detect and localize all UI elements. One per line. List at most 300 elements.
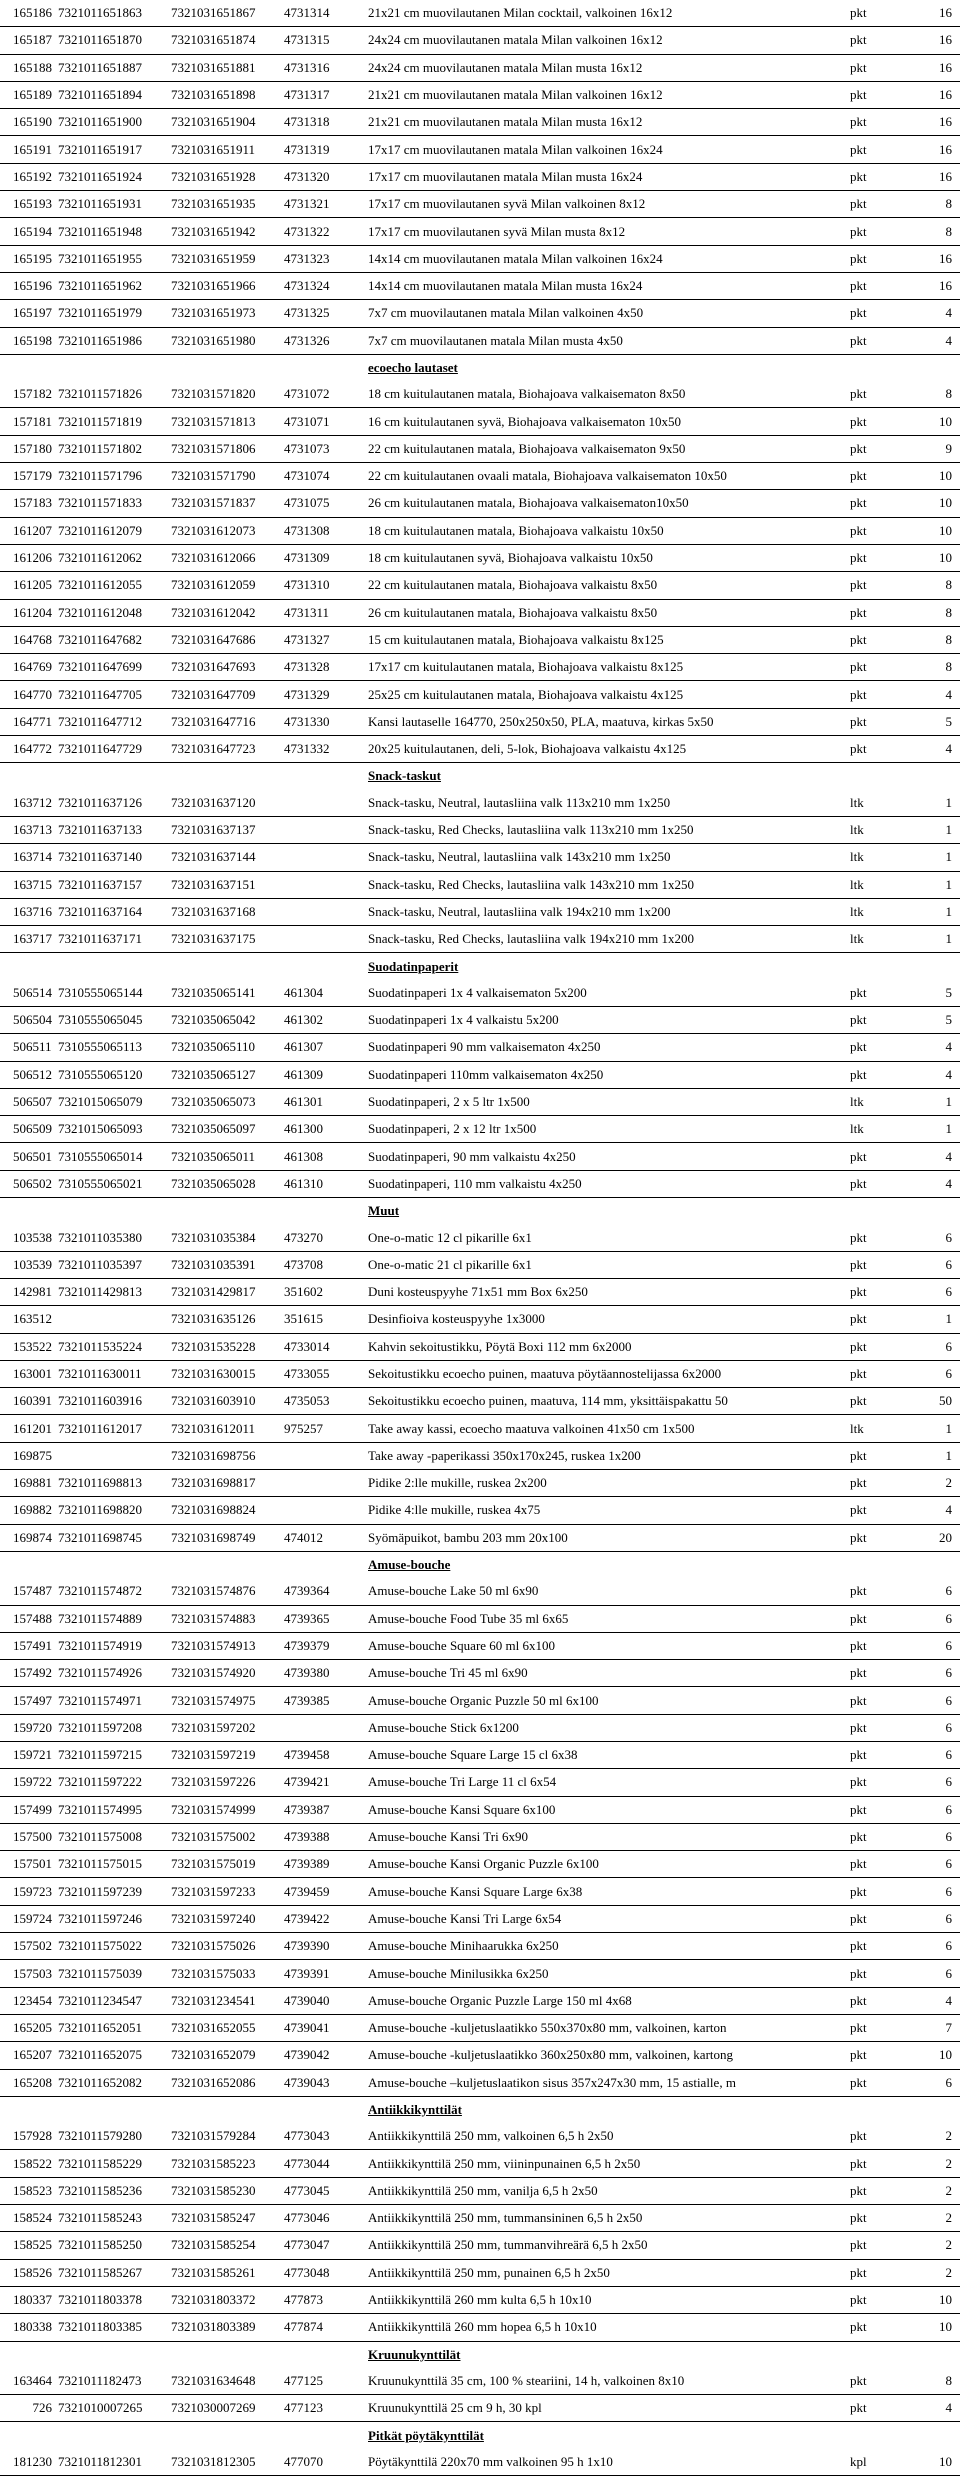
unit-cell: pkt: [846, 463, 902, 490]
quantity-cell: 6: [902, 1796, 960, 1823]
ean-package-cell: 7321031585223: [171, 2150, 284, 2177]
item-number-cell: 163001: [0, 1360, 58, 1387]
product-row: [0, 708, 960, 735]
unit-cell: pkt: [846, 708, 902, 735]
description-cell: Amuse-bouche Lake 50 ml 6x90: [364, 1578, 846, 1605]
description-cell: Syömäpuikot, bambu 203 mm 20x100: [364, 1524, 846, 1551]
product-row: [0, 1632, 960, 1659]
description-cell: 17x17 cm muovilautanen syvä Milan valkoinen 8x12: [364, 191, 846, 218]
supplier-code-cell: 4739459: [284, 1878, 364, 1905]
product-row: [0, 1769, 960, 1796]
unit-cell: pkt: [846, 136, 902, 163]
quantity-cell: 16: [902, 109, 960, 136]
ean-consumer-cell: 7321011585236: [58, 2177, 171, 2204]
ean-consumer-cell: 7310555065113: [58, 1034, 171, 1061]
unit-cell: ltk: [846, 898, 902, 925]
supplier-code-cell: 4731327: [284, 626, 364, 653]
ean-package-cell: 7321031637137: [171, 816, 284, 843]
ean-package-cell: 7321031698749: [171, 1524, 284, 1551]
ean-consumer-cell: 7321011597222: [58, 1769, 171, 1796]
ean-package-cell: 7321031651867: [171, 0, 284, 27]
supplier-code-cell: 461304: [284, 980, 364, 1007]
ean-package-cell: 7321031647723: [171, 736, 284, 763]
quantity-cell: 16: [902, 272, 960, 299]
ean-package-cell: 7321031812305: [171, 2449, 284, 2476]
supplier-code-cell: [284, 926, 364, 953]
ean-consumer-cell: 7321011575039: [58, 1960, 171, 1987]
supplier-code-cell: 4731072: [284, 381, 364, 408]
item-number-cell: 153522: [0, 1333, 58, 1360]
description-cell: Amuse-bouche -kuljetuslaatikko 360x250x80 mm, valkoinen, kartong: [364, 2042, 846, 2069]
unit-cell: pkt: [846, 1442, 902, 1469]
quantity-cell: 1: [902, 816, 960, 843]
item-number-cell: 161205: [0, 572, 58, 599]
ean-consumer-cell: 7321011574926: [58, 1660, 171, 1687]
unit-cell: pkt: [846, 1714, 902, 1741]
quantity-cell: 6: [902, 1905, 960, 1932]
supplier-code-cell: 4731323: [284, 245, 364, 272]
quantity-cell: 6: [902, 1714, 960, 1741]
supplier-code-cell: 351602: [284, 1278, 364, 1305]
ean-package-cell: 7321031651904: [171, 109, 284, 136]
ean-consumer-cell: 7321011574889: [58, 1605, 171, 1632]
description-cell: 22 cm kuitulautanen matala, Biohajoava valkaisematon 9x50: [364, 435, 846, 462]
ean-consumer-cell: 7321011571826: [58, 381, 171, 408]
unit-cell: pkt: [846, 980, 902, 1007]
product-row: [0, 790, 960, 817]
item-number-cell: 142981: [0, 1278, 58, 1305]
section-spacer: [0, 1551, 58, 1578]
description-cell: Antiikkikynttilä 250 mm, tummanvihreärä 6,5 h 2x50: [364, 2232, 846, 2259]
unit-cell: ltk: [846, 926, 902, 953]
description-cell: 20x25 kuitulautanen, deli, 5-lok, Biohajoava valkaistu 4x125: [364, 736, 846, 763]
ean-consumer-cell: 7321011571833: [58, 490, 171, 517]
quantity-cell: 4: [902, 1061, 960, 1088]
ean-consumer-cell: 7321011698820: [58, 1497, 171, 1524]
ean-consumer-cell: 7310555065144: [58, 980, 171, 1007]
ean-package-cell: 7321031637151: [171, 871, 284, 898]
unit-cell: pkt: [846, 1497, 902, 1524]
item-number-cell: 165196: [0, 272, 58, 299]
ean-package-cell: 7321031647693: [171, 654, 284, 681]
section-spacer: [902, 953, 960, 980]
unit-cell: ltk: [846, 871, 902, 898]
product-row: [0, 435, 960, 462]
description-cell: 17x17 cm muovilautanen matala Milan musta 16x24: [364, 163, 846, 190]
ean-package-cell: 7321031652055: [171, 2014, 284, 2041]
section-spacer: [171, 354, 284, 381]
ean-package-cell: 7321030007269: [171, 2395, 284, 2422]
section-spacer: [902, 2422, 960, 2449]
section-spacer: [284, 953, 364, 980]
quantity-cell: 1: [902, 1415, 960, 1442]
quantity-cell: 10: [902, 408, 960, 435]
description-cell: Take away -paperikassi 350x170x245, ruskea 1x200: [364, 1442, 846, 1469]
item-number-cell: 163712: [0, 790, 58, 817]
item-number-cell: 157180: [0, 435, 58, 462]
section-spacer: [902, 1198, 960, 1225]
description-cell: 22 cm kuitulautanen matala, Biohajoava valkaistu 8x50: [364, 572, 846, 599]
product-row: [0, 1306, 960, 1333]
section-spacer: [171, 2096, 284, 2123]
supplier-code-cell: 461310: [284, 1170, 364, 1197]
description-cell: Pöytäkynttilä 220x70 mm valkoinen 95 h 1x10: [364, 2449, 846, 2476]
description-cell: 18 cm kuitulautanen matala, Biohajoava valkaistu 10x50: [364, 517, 846, 544]
unit-cell: pkt: [846, 1878, 902, 1905]
unit-cell: pkt: [846, 1388, 902, 1415]
supplier-code-cell: 4739390: [284, 1933, 364, 1960]
product-row: [0, 2259, 960, 2286]
unit-cell: pkt: [846, 1170, 902, 1197]
supplier-code-cell: 4773044: [284, 2150, 364, 2177]
ean-package-cell: 7321031651966: [171, 272, 284, 299]
description-cell: 18 cm kuitulautanen syvä, Biohajoava valkaistu 10x50: [364, 544, 846, 571]
product-row: [0, 1470, 960, 1497]
supplier-code-cell: 4731071: [284, 408, 364, 435]
ean-consumer-cell: 7321011647699: [58, 654, 171, 681]
item-number-cell: 163715: [0, 871, 58, 898]
product-row: [0, 300, 960, 327]
unit-cell: pkt: [846, 654, 902, 681]
item-number-cell: 164772: [0, 736, 58, 763]
description-cell: Snack-tasku, Neutral, lautasliina valk 143x210 mm 1x250: [364, 844, 846, 871]
description-cell: 17x17 cm muovilautanen syvä Milan musta 8x12: [364, 218, 846, 245]
unit-cell: pkt: [846, 218, 902, 245]
ean-consumer-cell: 7321011698813: [58, 1470, 171, 1497]
section-spacer: [902, 2096, 960, 2123]
ean-consumer-cell: 7321011651924: [58, 163, 171, 190]
product-row: [0, 191, 960, 218]
section-spacer: [846, 2096, 902, 2123]
ean-consumer-cell: 7321011612062: [58, 544, 171, 571]
quantity-cell: 8: [902, 191, 960, 218]
supplier-code-cell: [284, 816, 364, 843]
supplier-code-cell: 4739391: [284, 1960, 364, 1987]
section-spacer: [846, 354, 902, 381]
quantity-cell: 1: [902, 1306, 960, 1333]
quantity-cell: 1: [902, 871, 960, 898]
unit-cell: pkt: [846, 1933, 902, 1960]
unit-cell: pkt: [846, 626, 902, 653]
quantity-cell: 4: [902, 2395, 960, 2422]
unit-cell: pkt: [846, 2205, 902, 2232]
item-number-cell: 158524: [0, 2205, 58, 2232]
supplier-code-cell: [284, 790, 364, 817]
ean-package-cell: 7321031585230: [171, 2177, 284, 2204]
ean-package-cell: 7321035065042: [171, 1006, 284, 1033]
quantity-cell: 4: [902, 300, 960, 327]
product-row: [0, 27, 960, 54]
supplier-code-cell: 477123: [284, 2395, 364, 2422]
ean-consumer-cell: 7321011429813: [58, 1278, 171, 1305]
ean-consumer-cell: 7321011597208: [58, 1714, 171, 1741]
quantity-cell: 5: [902, 1006, 960, 1033]
ean-consumer-cell: 7321011637171: [58, 926, 171, 953]
description-cell: Amuse-bouche Tri 45 ml 6x90: [364, 1660, 846, 1687]
item-number-cell: 158522: [0, 2150, 58, 2177]
section-spacer: [58, 763, 171, 790]
description-cell: Amuse-bouche Kansi Square 6x100: [364, 1796, 846, 1823]
supplier-code-cell: 4739421: [284, 1769, 364, 1796]
quantity-cell: 6: [902, 1823, 960, 1850]
supplier-code-cell: 4731073: [284, 435, 364, 462]
description-cell: Amuse-bouche Tri Large 11 cl 6x54: [364, 1769, 846, 1796]
quantity-cell: 8: [902, 654, 960, 681]
unit-cell: pkt: [846, 1143, 902, 1170]
description-cell: Suodatinpaperi 90 mm valkaisematon 4x250: [364, 1034, 846, 1061]
unit-cell: pkt: [846, 300, 902, 327]
item-number-cell: 103538: [0, 1224, 58, 1251]
supplier-code-cell: 4731328: [284, 654, 364, 681]
item-number-cell: 165192: [0, 163, 58, 190]
unit-cell: pkt: [846, 2123, 902, 2150]
item-number-cell: 163717: [0, 926, 58, 953]
ean-package-cell: 7321031647686: [171, 626, 284, 653]
unit-cell: pkt: [846, 1660, 902, 1687]
ean-consumer-cell: 7321011612079: [58, 517, 171, 544]
item-number-cell: 123454: [0, 1987, 58, 2014]
description-cell: Suodatinpaperi 110mm valkaisematon 4x250: [364, 1061, 846, 1088]
product-row: [0, 1714, 960, 1741]
item-number-cell: 165195: [0, 245, 58, 272]
supplier-code-cell: 477070: [284, 2449, 364, 2476]
item-number-cell: 157491: [0, 1632, 58, 1659]
quantity-cell: 1: [902, 1116, 960, 1143]
supplier-code-cell: 4739387: [284, 1796, 364, 1823]
description-cell: One-o-matic 21 cl pikarille 6x1: [364, 1251, 846, 1278]
section-spacer: [846, 1198, 902, 1225]
unit-cell: pkt: [846, 1632, 902, 1659]
unit-cell: pkt: [846, 327, 902, 354]
ean-consumer-cell: 7321011647705: [58, 681, 171, 708]
product-row: [0, 1278, 960, 1305]
description-cell: One-o-matic 12 cl pikarille 6x1: [364, 1224, 846, 1251]
quantity-cell: 6: [902, 1851, 960, 1878]
product-row: [0, 1388, 960, 1415]
unit-cell: pkt: [846, 572, 902, 599]
quantity-cell: 4: [902, 1497, 960, 1524]
ean-package-cell: 7321031651881: [171, 54, 284, 81]
unit-cell: pkt: [846, 2150, 902, 2177]
product-row: [0, 2449, 960, 2476]
item-number-cell: 161207: [0, 517, 58, 544]
supplier-code-cell: [284, 1470, 364, 1497]
description-cell: Antiikkikynttilä 250 mm, viininpunainen 6,5 h 2x50: [364, 2150, 846, 2177]
quantity-cell: 6: [902, 1632, 960, 1659]
unit-cell: pkt: [846, 681, 902, 708]
quantity-cell: 9: [902, 435, 960, 462]
quantity-cell: 4: [902, 736, 960, 763]
unit-cell: pkt: [846, 1960, 902, 1987]
quantity-cell: 10: [902, 2286, 960, 2313]
supplier-code-cell: 4739364: [284, 1578, 364, 1605]
product-row: [0, 1742, 960, 1769]
item-number-cell: 506514: [0, 980, 58, 1007]
unit-cell: pkt: [846, 1061, 902, 1088]
section-spacer: [58, 354, 171, 381]
ean-package-cell: 7321031575033: [171, 1960, 284, 1987]
quantity-cell: 5: [902, 708, 960, 735]
description-cell: Antiikkikynttilä 250 mm, punainen 6,5 h 2x50: [364, 2259, 846, 2286]
supplier-code-cell: 4773048: [284, 2259, 364, 2286]
quantity-cell: 1: [902, 898, 960, 925]
ean-package-cell: 7321031574975: [171, 1687, 284, 1714]
ean-package-cell: 7321031597233: [171, 1878, 284, 1905]
ean-package-cell: 7321031574913: [171, 1632, 284, 1659]
description-cell: Pidike 2:lle mukille, ruskea 2x200: [364, 1470, 846, 1497]
ean-consumer-cell: 7321011571796: [58, 463, 171, 490]
description-cell: 22 cm kuitulautanen ovaali matala, Biohajoava valkaisematon 10x50: [364, 463, 846, 490]
supplier-code-cell: 4731315: [284, 27, 364, 54]
item-number-cell: 157501: [0, 1851, 58, 1878]
quantity-cell: 8: [902, 218, 960, 245]
unit-cell: pkt: [846, 517, 902, 544]
item-number-cell: 164769: [0, 654, 58, 681]
description-cell: Kruunukynttilä 35 cm, 100 % steariini, 14 h, valkoinen 8x10: [364, 2368, 846, 2395]
product-row: [0, 980, 960, 1007]
description-cell: Amuse-bouche Kansi Square Large 6x38: [364, 1878, 846, 1905]
unit-cell: pkt: [846, 435, 902, 462]
supplier-code-cell: 4739379: [284, 1632, 364, 1659]
ean-consumer-cell: 7321011575008: [58, 1823, 171, 1850]
section-title: Pitkät pöytäkynttilät: [368, 2427, 484, 2443]
supplier-code-cell: 4731075: [284, 490, 364, 517]
item-number-cell: 164770: [0, 681, 58, 708]
ean-package-cell: 7321031698756: [171, 1442, 284, 1469]
item-number-cell: 165208: [0, 2069, 58, 2096]
product-row: [0, 2014, 960, 2041]
item-number-cell: 158523: [0, 2177, 58, 2204]
unit-cell: pkt: [846, 2314, 902, 2341]
item-number-cell: 159720: [0, 1714, 58, 1741]
ean-consumer-cell: 7321011652082: [58, 2069, 171, 2096]
description-cell: Amuse-bouche Kansi Organic Puzzle 6x100: [364, 1851, 846, 1878]
ean-package-cell: 7321031571837: [171, 490, 284, 517]
section-spacer: [284, 1551, 364, 1578]
quantity-cell: 4: [902, 1170, 960, 1197]
description-cell: Amuse-bouche Minilusikka 6x250: [364, 1960, 846, 1987]
item-number-cell: 159722: [0, 1769, 58, 1796]
ean-consumer-cell: [58, 1306, 171, 1333]
item-number-cell: 159723: [0, 1878, 58, 1905]
quantity-cell: 2: [902, 2150, 960, 2177]
product-row: [0, 626, 960, 653]
unit-cell: pkt: [846, 27, 902, 54]
description-cell: 14x14 cm muovilautanen matala Milan valkoinen 16x24: [364, 245, 846, 272]
item-number-cell: 506511: [0, 1034, 58, 1061]
item-number-cell: 506501: [0, 1143, 58, 1170]
ean-consumer-cell: 7321011647682: [58, 626, 171, 653]
product-row: [0, 2177, 960, 2204]
supplier-code-cell: [284, 1442, 364, 1469]
ean-consumer-cell: 7321011571819: [58, 408, 171, 435]
quantity-cell: 2: [902, 2259, 960, 2286]
unit-cell: ltk: [846, 844, 902, 871]
description-cell: 24x24 cm muovilautanen matala Milan valkoinen 16x12: [364, 27, 846, 54]
supplier-code-cell: 4731321: [284, 191, 364, 218]
unit-cell: pkt: [846, 1823, 902, 1850]
ean-package-cell: 7321031535228: [171, 1333, 284, 1360]
unit-cell: pkt: [846, 408, 902, 435]
description-cell: Kansi lautaselle 164770, 250x250x50, PLA, maatuva, kirkas 5x50: [364, 708, 846, 735]
ean-package-cell: 7321031571806: [171, 435, 284, 462]
ean-package-cell: 7321031429817: [171, 1278, 284, 1305]
description-cell: Amuse-bouche Minihaarukka 6x250: [364, 1933, 846, 1960]
ean-package-cell: 7321031585261: [171, 2259, 284, 2286]
unit-cell: pkt: [846, 272, 902, 299]
item-number-cell: 506512: [0, 1061, 58, 1088]
quantity-cell: 6: [902, 1605, 960, 1632]
quantity-cell: 10: [902, 544, 960, 571]
ean-package-cell: 7321031571820: [171, 381, 284, 408]
supplier-code-cell: 4773045: [284, 2177, 364, 2204]
supplier-code-cell: 4739385: [284, 1687, 364, 1714]
item-number-cell: 181230: [0, 2449, 58, 2476]
ean-package-cell: 7321031651980: [171, 327, 284, 354]
section-header-row: [0, 1198, 960, 1225]
item-number-cell: 169881: [0, 1470, 58, 1497]
description-cell: Sekoitustikku ecoecho puinen, maatuva pöytäannostelijassa 6x2000: [364, 1360, 846, 1387]
item-number-cell: 169874: [0, 1524, 58, 1551]
unit-cell: pkt: [846, 1278, 902, 1305]
item-number-cell: 165189: [0, 81, 58, 108]
ean-consumer-cell: 7321011035397: [58, 1251, 171, 1278]
description-cell: Suodatinpaperi, 2 x 5 ltr 1x500: [364, 1088, 846, 1115]
description-cell: 17x17 cm kuitulautanen matala, Biohajoava valkaistu 8x125: [364, 654, 846, 681]
ean-consumer-cell: 7321011651870: [58, 27, 171, 54]
item-number-cell: 157179: [0, 463, 58, 490]
ean-consumer-cell: 7321011612017: [58, 1415, 171, 1442]
quantity-cell: 8: [902, 381, 960, 408]
product-row: [0, 2042, 960, 2069]
ean-package-cell: 7321035065097: [171, 1116, 284, 1143]
unit-cell: pkt: [846, 1524, 902, 1551]
section-spacer: [171, 2422, 284, 2449]
quantity-cell: 6: [902, 1333, 960, 1360]
ean-package-cell: 7321031637168: [171, 898, 284, 925]
unit-cell: pkt: [846, 2232, 902, 2259]
product-row: [0, 572, 960, 599]
supplier-code-cell: 975257: [284, 1415, 364, 1442]
section-spacer: [171, 2341, 284, 2368]
product-row: [0, 2286, 960, 2313]
section-spacer: [284, 2341, 364, 2368]
ean-consumer-cell: 7321011597246: [58, 1905, 171, 1932]
unit-cell: pkt: [846, 2014, 902, 2041]
description-cell: Amuse-bouche Stick 6x1200: [364, 1714, 846, 1741]
item-number-cell: 164771: [0, 708, 58, 735]
item-number-cell: 159721: [0, 1742, 58, 1769]
supplier-code-cell: 477873: [284, 2286, 364, 2313]
description-cell: 21x21 cm muovilautanen Milan cocktail, valkoinen 16x12: [364, 0, 846, 27]
quantity-cell: 4: [902, 681, 960, 708]
ean-consumer-cell: 7321011651962: [58, 272, 171, 299]
section-title: Kruunukynttilät: [368, 2346, 461, 2362]
item-number-cell: 157487: [0, 1578, 58, 1605]
product-row: [0, 599, 960, 626]
quantity-cell: 1: [902, 1442, 960, 1469]
ean-consumer-cell: 7310555065120: [58, 1061, 171, 1088]
product-row: [0, 1061, 960, 1088]
supplier-code-cell: 4731311: [284, 599, 364, 626]
ean-consumer-cell: 7321011637140: [58, 844, 171, 871]
supplier-code-cell: 4739041: [284, 2014, 364, 2041]
product-row: [0, 1960, 960, 1987]
quantity-cell: 2: [902, 2232, 960, 2259]
unit-cell: pkt: [846, 1251, 902, 1278]
ean-package-cell: 7321031652079: [171, 2042, 284, 2069]
item-number-cell: 165197: [0, 300, 58, 327]
